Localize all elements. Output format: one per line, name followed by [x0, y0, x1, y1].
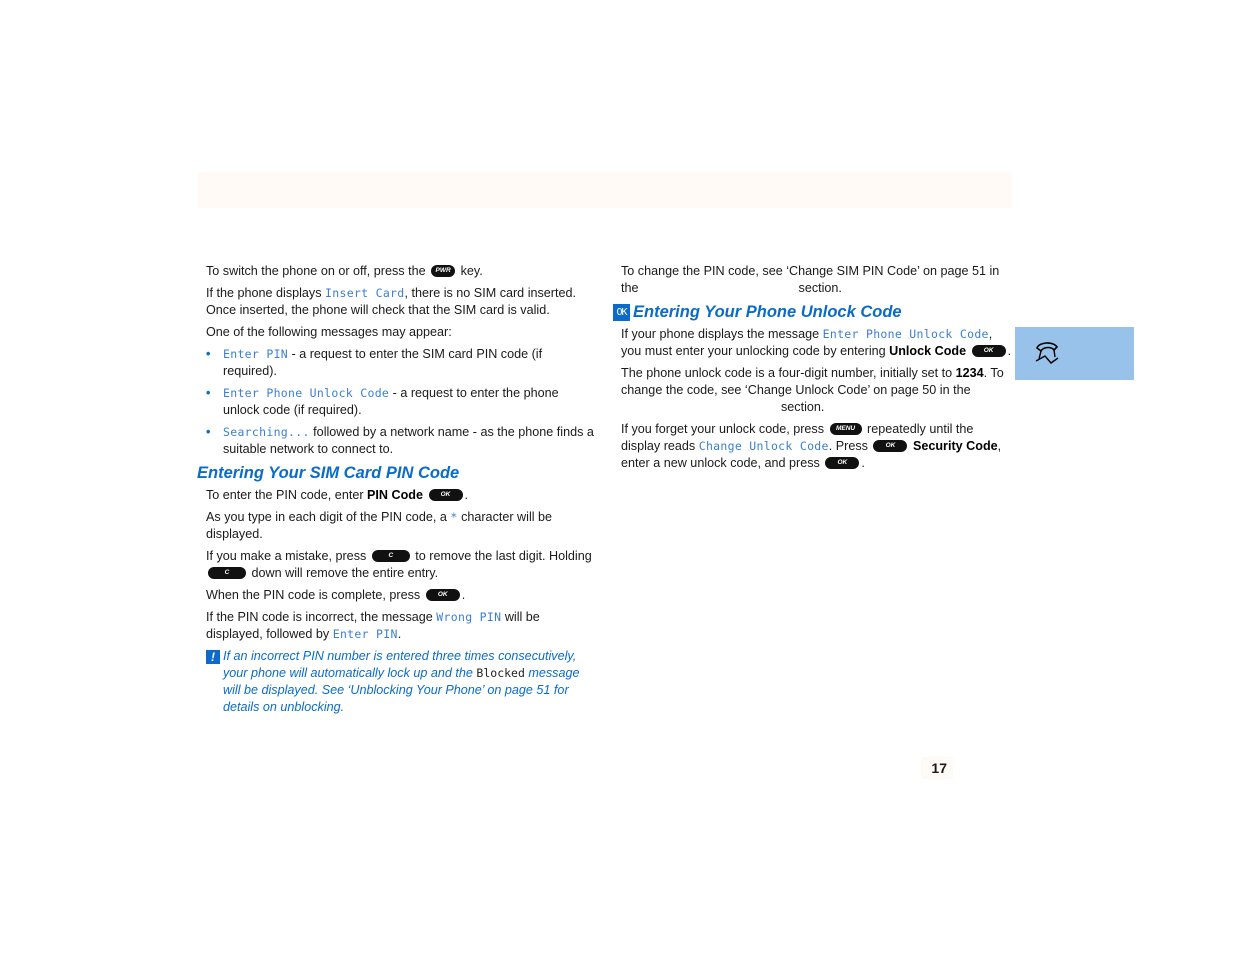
section-tab[interactable]: [1015, 327, 1134, 380]
pin-mask-paragraph: As you type in each digit of the PIN code, a * character will be displayed.: [206, 510, 553, 541]
unlock-intro-paragraph: If your phone displays the message Enter Phone Unlock Code, you must enter your unlocking code by entering Unlock Code OK .: [621, 327, 1012, 358]
page-number: 17: [921, 757, 953, 779]
lcd-text: Blocked: [476, 666, 525, 680]
ok-badge-icon: OK: [613, 304, 630, 321]
left-column: [197, 263, 598, 721]
warning-icon: !: [206, 650, 220, 664]
lcd-text: Searching...: [223, 425, 310, 439]
lcd-text: Wrong PIN: [436, 610, 502, 624]
section-heading: OK Entering Your Phone Unlock Code: [613, 302, 1013, 322]
unlock-default-paragraph: The phone unlock code is a four-digit number, initially set to 1234. To change the code, see ‘Change Unlock Code’ on page 50 in thesection.: [621, 366, 1004, 414]
ok-key-icon: OK: [972, 345, 1006, 357]
lcd-text: *: [450, 510, 458, 524]
sim-paragraph: If the phone displays Insert Card, there is no SIM card inserted. Once inserted, the phone will check that the SIM card is valid.: [206, 286, 576, 317]
pin-enter-paragraph: To enter the PIN code, enter PIN Code OK .: [206, 488, 468, 502]
message-list: [206, 346, 598, 458]
change-pin-paragraph: To change the PIN code, see ‘Change SIM PIN Code’ on page 51 in the section.: [621, 264, 1000, 295]
lcd-text: Enter Phone Unlock Code: [223, 386, 390, 400]
list-item: • Enter PIN - a request to enter the SIM card PIN code (if required).: [206, 347, 543, 378]
section-heading: Entering Your SIM Card PIN Code: [197, 464, 460, 482]
lcd-text: Insert Card: [325, 286, 405, 300]
lcd-text: Enter PIN: [223, 347, 289, 361]
pin-complete-paragraph: When the PIN code is complete, press OK .: [206, 588, 466, 602]
messages-intro: One of the following messages may appear:: [206, 325, 452, 339]
lcd-text: Change Unlock Code: [698, 439, 829, 453]
lcd-text: Enter PIN: [332, 627, 398, 641]
bullet-icon: •: [206, 386, 211, 400]
list-item: • Searching... followed by a network name - as the phone finds a suitable network to connect to.: [206, 425, 594, 456]
phone-handset-icon: [1033, 339, 1061, 367]
bullet-icon: •: [206, 347, 211, 361]
pin-incorrect-paragraph: If the PIN code is incorrect, the message Wrong PIN will be displayed, followed by Enter PIN.: [206, 610, 540, 641]
bullet-icon: •: [206, 425, 211, 439]
mistake-paragraph: If you make a mistake, press C to remove the last digit. Holding C down will remove the entire entry.: [206, 549, 592, 580]
pwr-key-icon: PWR: [431, 265, 455, 277]
forgot-code-paragraph: If you forget your unlock code, press MENU repeatedly until the display reads Change Unlock Code. Press OK Security Code, enter a new unlock code, and press OK .: [621, 422, 1002, 470]
menu-key-icon: MENU: [830, 423, 862, 435]
list-item: • Enter Phone Unlock Code - a request to enter the phone unlock code (if required).: [206, 386, 559, 417]
ok-key-icon: OK: [825, 457, 859, 469]
lcd-text: Enter Phone Unlock Code: [822, 327, 989, 341]
ok-key-icon: OK: [426, 589, 460, 601]
ok-key-icon: OK: [873, 440, 907, 452]
warning-note: ! If an incorrect PIN number is entered three times consecutively, your phone will automatically lock up and the Blocked message will be displayed. See ‘Unblocking Your Phone’ on page 51 for details on unblocking.: [206, 648, 598, 716]
c-key-icon: C: [372, 550, 410, 562]
header-band: [197, 172, 1012, 208]
power-paragraph: To switch the phone on or off, press the PWR key.: [206, 264, 483, 278]
c-key-icon: C: [208, 567, 246, 579]
right-column: [616, 263, 1013, 477]
ok-key-icon: OK: [429, 489, 463, 501]
